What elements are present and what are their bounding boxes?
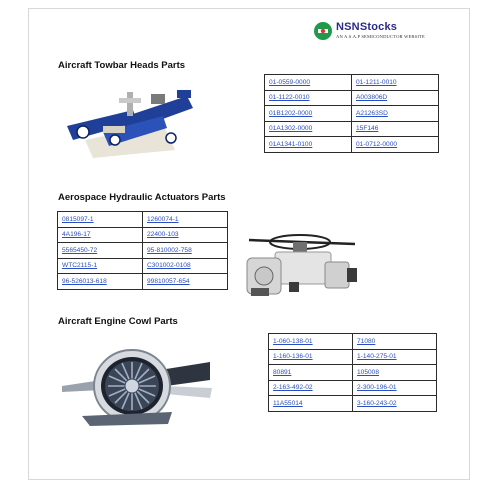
- table-row: [269, 334, 437, 350]
- section-title-towbar: Aircraft Towbar Heads Parts: [58, 60, 186, 71]
- part-number-link[interactable]: 2-163-492-02: [269, 380, 353, 396]
- section-title-cowl: Aircraft Engine Cowl Parts: [58, 316, 178, 327]
- table-row: [265, 106, 439, 122]
- part-number-link[interactable]: 96-526013-618: [58, 274, 143, 290]
- logo-name: NSNStocks: [336, 21, 398, 33]
- part-number-link[interactable]: A21263SD: [352, 106, 439, 122]
- part-number-link[interactable]: 01-1211-0010: [352, 75, 439, 91]
- part-number-link[interactable]: 1-160-136-01: [269, 349, 353, 365]
- part-number-link[interactable]: 5565450-72: [58, 243, 143, 259]
- part-number-link[interactable]: 2-300-196-01: [353, 380, 437, 396]
- part-number-link[interactable]: 95-810002-758: [143, 243, 228, 259]
- part-number-link[interactable]: 3-160-243-02: [353, 396, 437, 412]
- part-number-link[interactable]: 80891: [269, 365, 353, 381]
- logo-tagline: AN A.S.A.P SEMICONDUCTOR WEBSITE: [336, 34, 425, 39]
- table-row: [265, 75, 439, 91]
- nsnstocks-logo[interactable]: [314, 22, 464, 44]
- parts-table-cowl: [268, 333, 437, 412]
- table-row: [269, 349, 437, 365]
- part-number-link[interactable]: 1-140-275-01: [353, 349, 437, 365]
- table-row: [269, 380, 437, 396]
- logo-mark-icon: [314, 22, 332, 40]
- part-number-link[interactable]: 15F146: [352, 121, 439, 137]
- part-number-link[interactable]: WTC2115-1: [58, 258, 143, 274]
- table-row: [265, 137, 439, 153]
- part-number-link[interactable]: 22400-103: [143, 227, 228, 243]
- towbar-head-image: [63, 88, 197, 160]
- part-number-link[interactable]: 01B1202-0000: [265, 106, 352, 122]
- table-row: [265, 121, 439, 137]
- table-row: [269, 396, 437, 412]
- part-number-link[interactable]: 11A55014: [269, 396, 353, 412]
- table-row: [58, 212, 228, 228]
- part-number-link[interactable]: 1260074-1: [143, 212, 228, 228]
- part-number-link[interactable]: 01-0712-0000: [352, 137, 439, 153]
- part-number-link[interactable]: C301002-0108: [143, 258, 228, 274]
- table-row: [58, 274, 228, 290]
- part-number-link[interactable]: 105008: [353, 365, 437, 381]
- part-number-link[interactable]: 01A1341-0100: [265, 137, 352, 153]
- part-number-link[interactable]: 01-1122-0010: [265, 90, 352, 106]
- part-number-link[interactable]: 99810057-654: [143, 274, 228, 290]
- part-number-link[interactable]: 0815097-1: [58, 212, 143, 228]
- part-number-link[interactable]: 4A196-17: [58, 227, 143, 243]
- part-number-link[interactable]: 71080: [353, 334, 437, 350]
- part-number-link[interactable]: 01A1302-0000: [265, 121, 352, 137]
- table-row: [269, 365, 437, 381]
- table-row: [58, 227, 228, 243]
- part-number-link[interactable]: 1-060-138-01: [269, 334, 353, 350]
- part-number-link[interactable]: 01-0559-0000: [265, 75, 352, 91]
- section-title-hydraulic: Aerospace Hydraulic Actuators Parts: [58, 192, 226, 203]
- table-row: [265, 90, 439, 106]
- table-row: [58, 243, 228, 259]
- table-row: [58, 258, 228, 274]
- part-number-link[interactable]: A003806D: [352, 90, 439, 106]
- parts-table-towbar: [264, 74, 439, 153]
- parts-table-hydraulic: [57, 211, 228, 290]
- hydraulic-actuator-image: [245, 232, 360, 298]
- engine-cowl-image: [62, 346, 212, 426]
